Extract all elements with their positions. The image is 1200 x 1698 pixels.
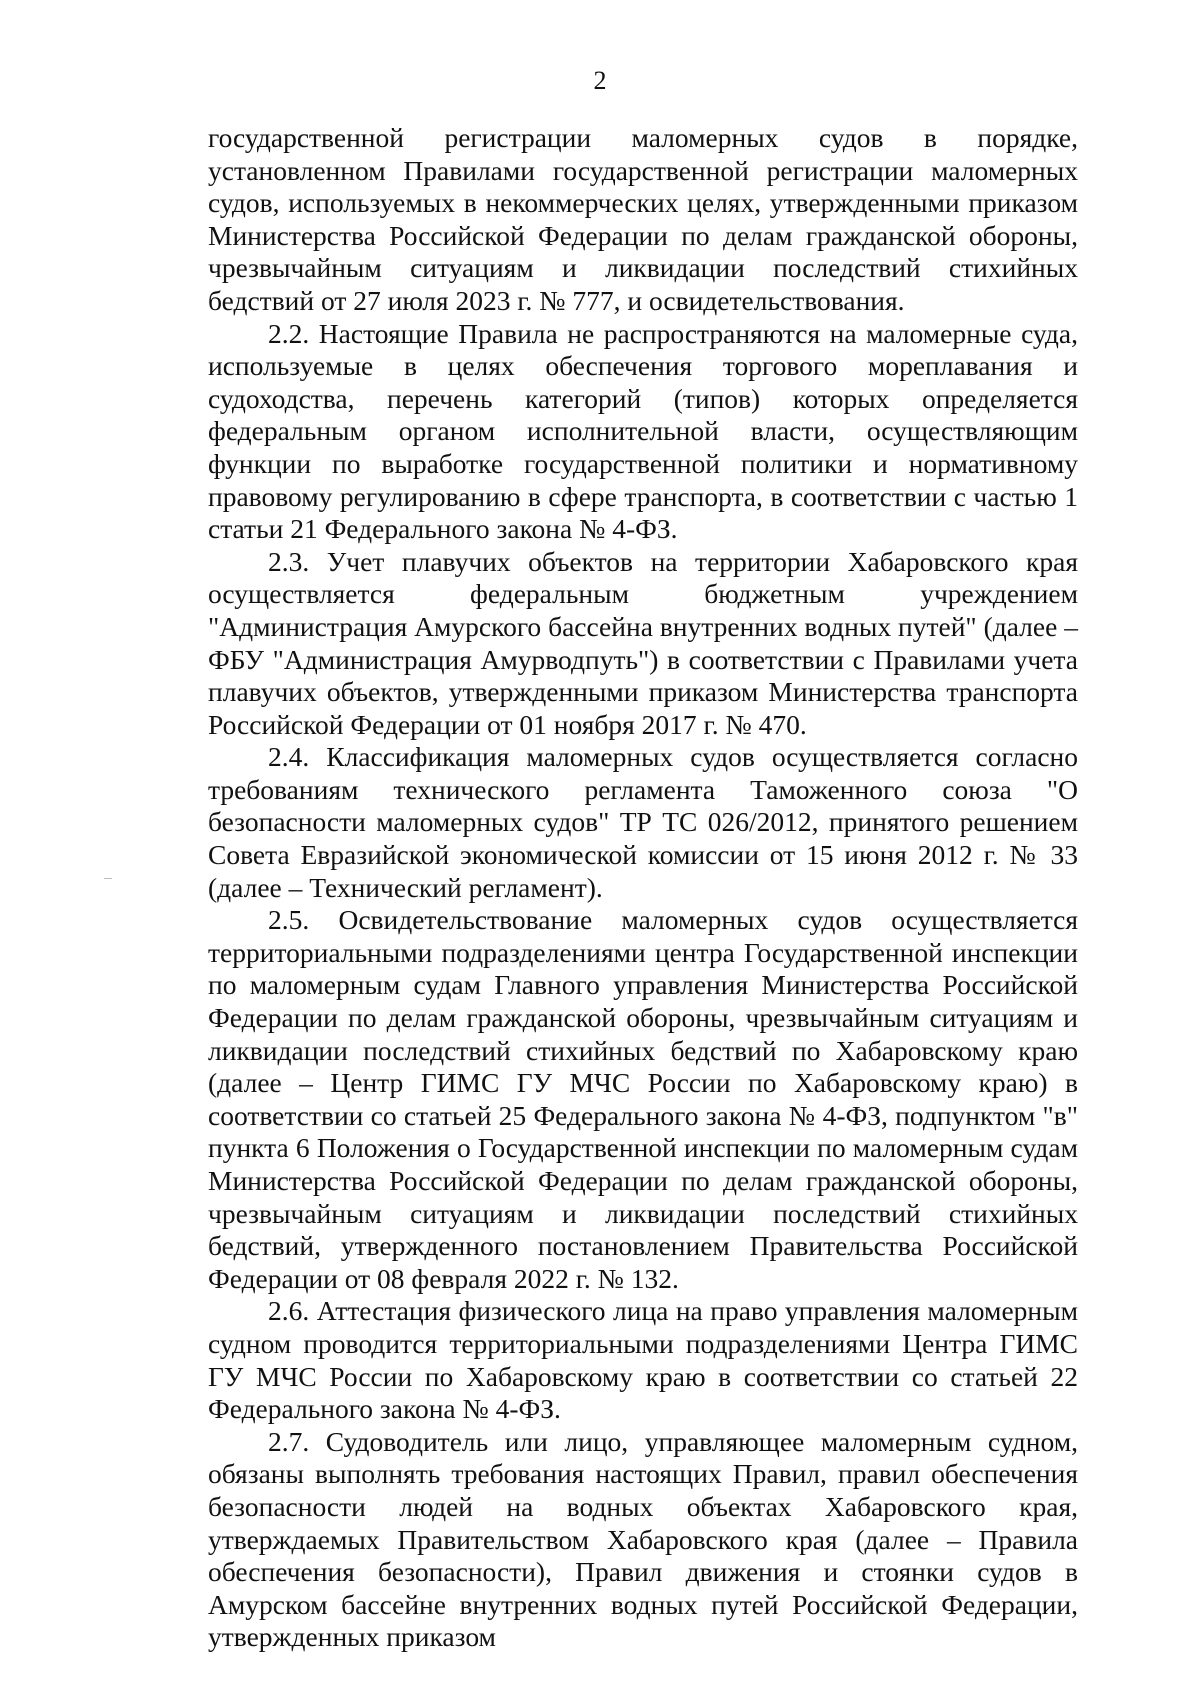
document-body bbox=[208, 122, 1078, 1654]
paragraph-2-6: 2.6. Аттестация физического лица на право управления маломерным судном проводится территориальными подразделениями Центра ГИМС ГУ МЧС России по Хабаровскому краю в соответствии со статьей 22 Федерального закона № 4-ФЗ. bbox=[208, 1295, 1078, 1425]
page-number: 2 bbox=[593, 66, 607, 95]
scan-artifact-mark bbox=[104, 878, 112, 879]
paragraph-2-3: 2.3. Учет плавучих объектов на территории Хабаровского края осуществляется федеральным бюджетным учреждением "Администрация Амурского бассейна внутренних водных путей" (далее – ФБУ "Администрация Амурводпуть") в соответствии с Правилами учета плавучих объектов, утвержденными приказом Министерства транспорта Российской Федерации от 01 ноября 2017 г. № 470. bbox=[208, 545, 1078, 740]
paragraph-2-5: 2.5. Освидетельствование маломерных судов осуществляется территориальными подразделениями центра Государственной инспекции по маломерным судам Главного управления Министерства Российской Федерации по делам гражданской обороны, чрезвычайным ситуациям и ликвидации последствий стихийных бедствий по Хабаровскому краю (далее – Центр ГИМС ГУ МЧС России по Хабаровскому краю) в соответствии со статьей 25 Федерального закона № 4-ФЗ, подпунктом "в" пункта 6 Положения о Государственной инспекции по маломерным судам Министерства Российской Федерации по делам гражданской обороны, чрезвычайным ситуациям и ликвидации последствий стихийных бедствий, утвержденного постановлением Правительства Российской Федерации от 08 февраля 2022 г. № 132. bbox=[208, 904, 1078, 1294]
paragraph-2-7: 2.7. Судоводитель или лицо, управляющее маломерным судном, обязаны выполнять требования настоящих Правил, правил обеспечения безопасности людей на водных объектах Хабаровского края, утверждаемых Правительством Хабаровского края (далее – Правила обеспечения безопасности), Правил движения и стоянки судов в Амурском бассейне внутренних водных путей Российской Федерации, утвержденных приказом bbox=[208, 1425, 1078, 1653]
paragraph-2-4: 2.4. Классификация маломерных судов осуществляется согласно требованиям технического регламента Таможенного союза "О безопасности маломерных судов" ТР ТС 026/2012, принятого решением Совета Евразийской экономической комиссии от 15 июня 2012 г. № 33 (далее – Технический регламент). bbox=[208, 741, 1078, 903]
paragraph-continuation: государственной регистрации маломерных судов в порядке, установленном Правилами государственной регистрации маломерных судов, используемых в некоммерческих целях, утвержденными приказом Министерства Российской Федерации по делам гражданской обороны, чрезвычайным ситуациям и ликвидации последствий стихийных бедствий от 27 июля 2023 г. № 777, и освидетельствования. bbox=[208, 122, 1078, 316]
paragraph-2-2: 2.2. Настоящие Правила не распространяются на маломерные суда, используемые в целях обеспечения торгового мореплавания и судоходства, перечень категорий (типов) которых определяется федеральным органом исполнительной власти, осуществляющим функции по выработке государственной политики и нормативному правовому регулированию в сфере транспорта, в соответствии с частью 1 статьи 21 Федерального закона № 4-ФЗ. bbox=[208, 317, 1078, 545]
